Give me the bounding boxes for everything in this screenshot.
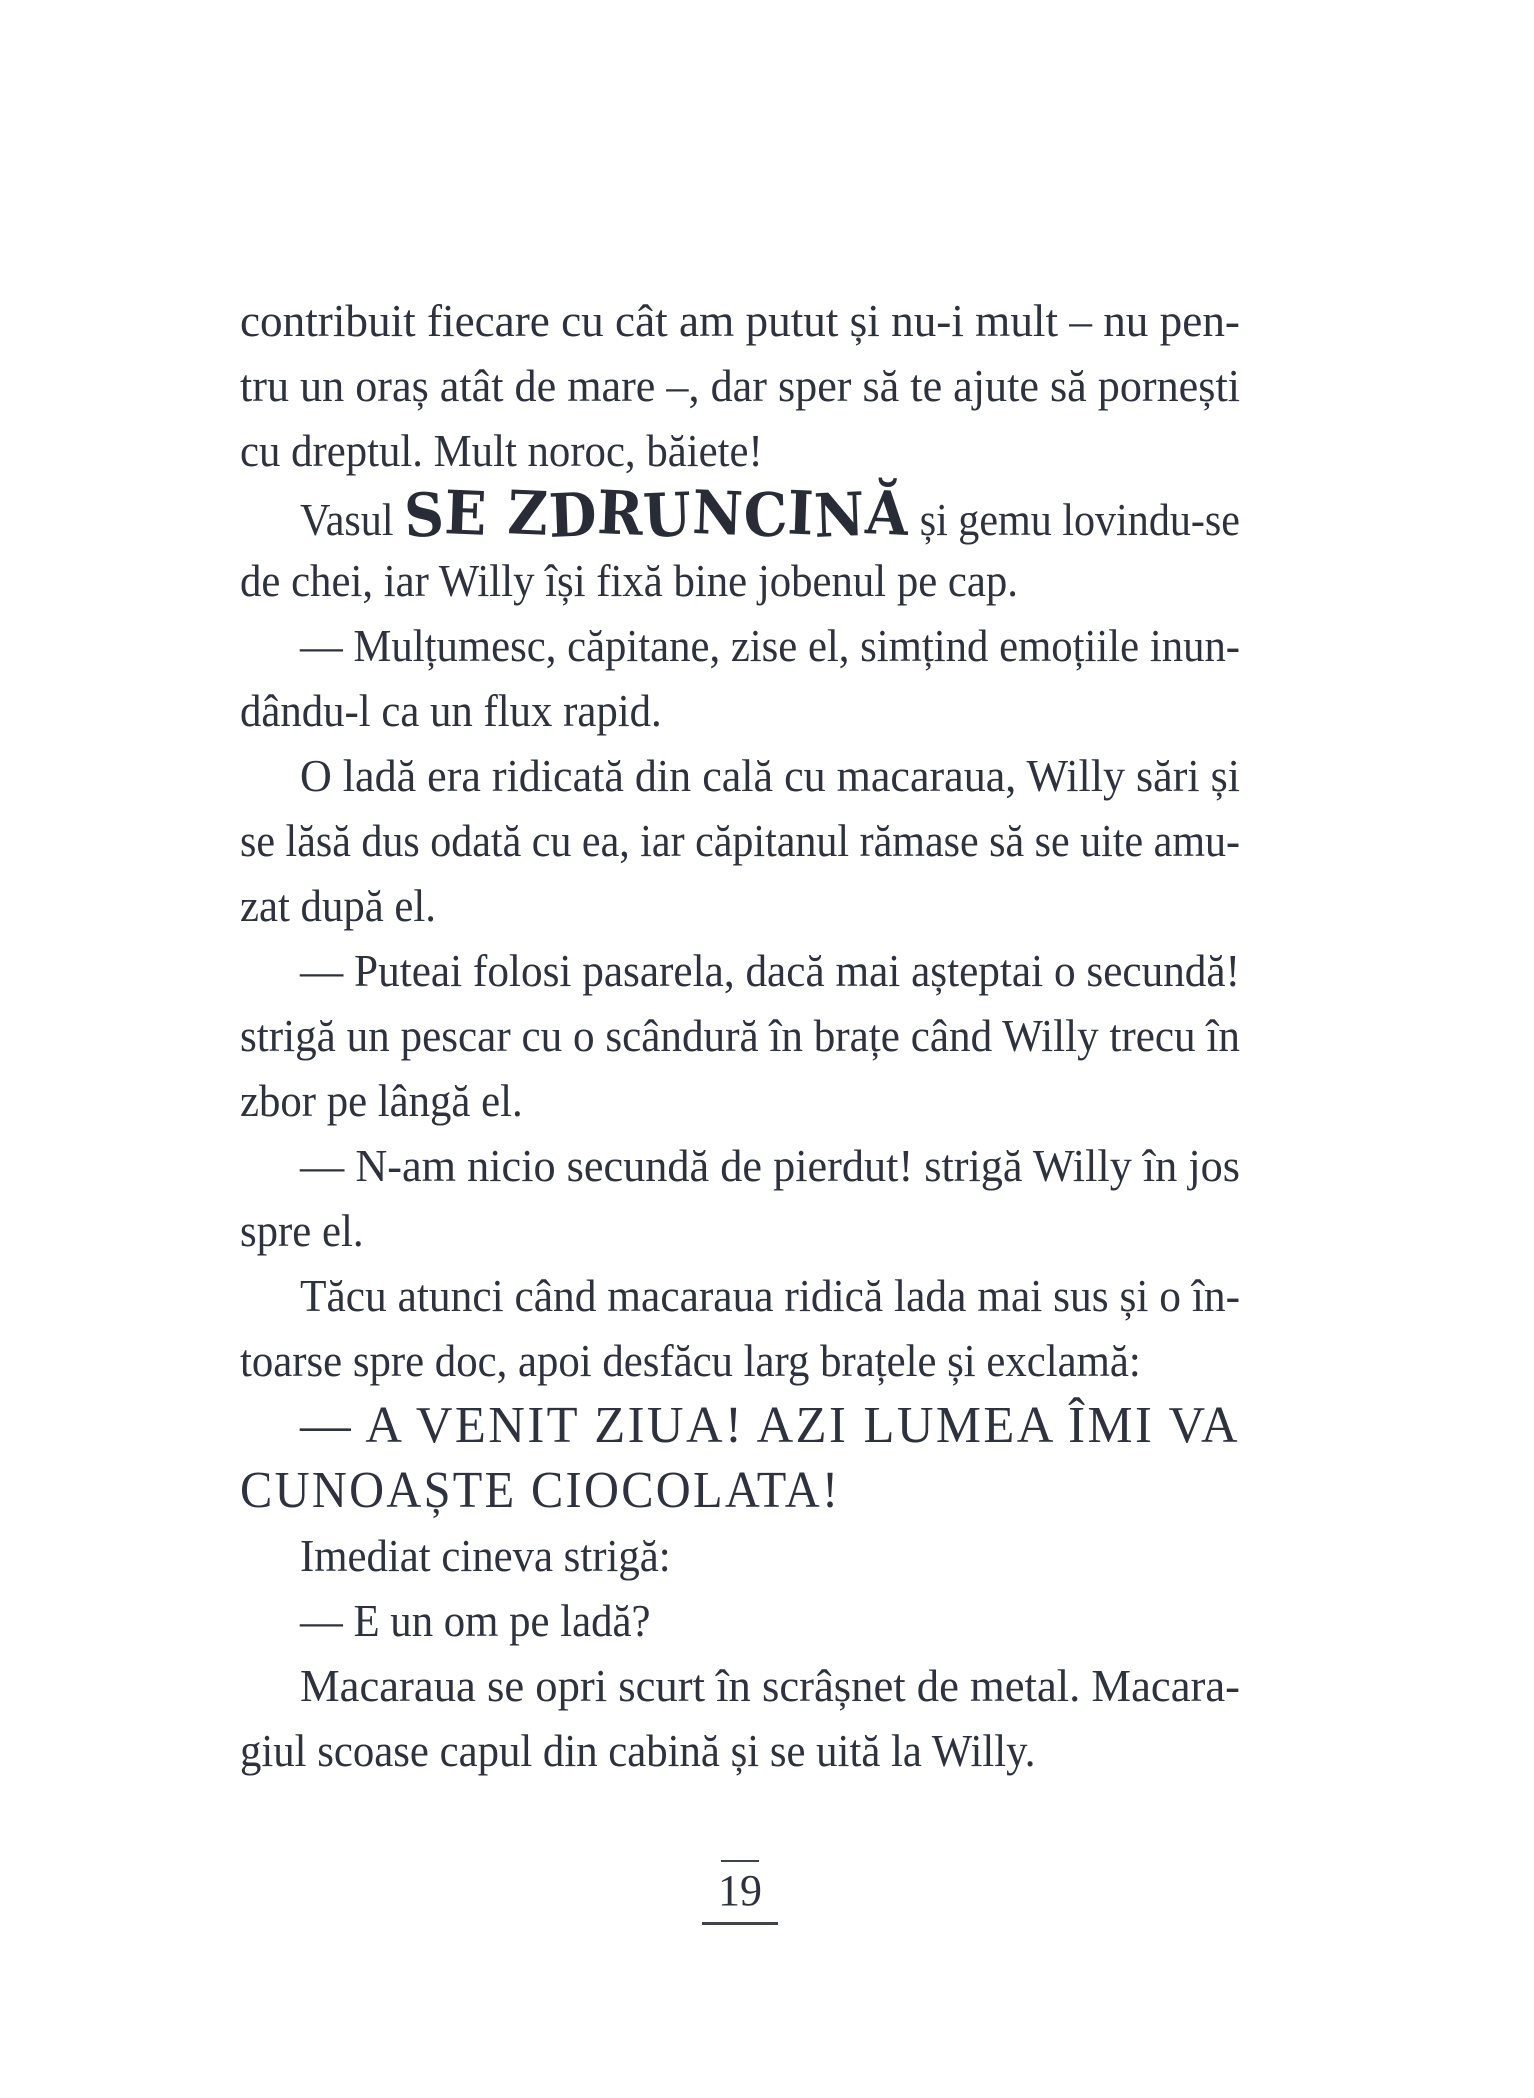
display-letter: R bbox=[595, 478, 645, 550]
text-line bbox=[240, 1588, 1240, 1653]
display-letter: Ă bbox=[864, 478, 911, 550]
display-letter: N bbox=[813, 479, 867, 553]
display-letter: C bbox=[742, 480, 790, 552]
display-letter: E bbox=[443, 478, 489, 550]
text-line-content: Tăcu atunci când macaraua ridică lada mai sus și o în- bbox=[300, 1270, 1241, 1321]
text-line bbox=[240, 613, 1240, 678]
text-line bbox=[240, 418, 1240, 483]
text-line bbox=[240, 1328, 1240, 1393]
text-line-content: zbor pe lângă el. bbox=[240, 1075, 523, 1126]
text-line bbox=[240, 288, 1240, 353]
body-text-segment: Vasul bbox=[300, 494, 405, 545]
text-line-content: — N-am nicio secundă de pierdut! strigă Willy în jos bbox=[300, 1140, 1241, 1191]
page-footer bbox=[240, 1860, 1240, 1925]
text-line bbox=[240, 938, 1240, 1003]
text-line bbox=[240, 1718, 1240, 1783]
body-text-segment: și gemu lovindu-se bbox=[909, 494, 1240, 545]
text-line-content: toarse spre doc, apoi desfăcu larg brațele și exclamă: bbox=[240, 1335, 1141, 1386]
display-text bbox=[402, 477, 911, 553]
text-line-content: — Puteai folosi pasarela, dacă mai așteptai o secundă! bbox=[300, 945, 1241, 996]
display-letter bbox=[486, 484, 508, 550]
text-line bbox=[240, 1393, 1240, 1458]
text-line-content: strigă un pescar cu o scândură în brațe când Willy trecu în bbox=[240, 1010, 1240, 1061]
text-line bbox=[240, 353, 1240, 418]
display-letter: Z bbox=[506, 478, 550, 550]
text-line bbox=[240, 678, 1240, 743]
display-letter: U bbox=[642, 480, 694, 552]
display-letter: S bbox=[402, 480, 446, 552]
text-line-content: dându-l ca un flux rapid. bbox=[240, 685, 662, 736]
text-line bbox=[240, 743, 1240, 808]
text-line-content: giul scoase capul din cabină și se uită la Willy. bbox=[240, 1725, 1036, 1776]
text-line bbox=[240, 1653, 1240, 1718]
text-block bbox=[240, 288, 1240, 1783]
footer-rule-bottom bbox=[702, 1922, 778, 1925]
text-line bbox=[240, 1068, 1240, 1133]
display-letter: D bbox=[547, 480, 599, 552]
text-line bbox=[240, 1133, 1240, 1198]
text-line-content: — Mulțumesc, căpitane, zise el, simțind emoțiile inun- bbox=[300, 620, 1241, 671]
text-line bbox=[240, 1523, 1240, 1588]
text-line-content: de chei, iar Willy își fixă bine jobenul pe cap. bbox=[240, 555, 1018, 606]
text-line bbox=[240, 1198, 1240, 1263]
text-line bbox=[240, 808, 1240, 873]
text-line-content: tru un oraș atât de mare –, dar sper să te ajute să pornești bbox=[240, 360, 1240, 411]
text-line-content: O ladă era ridicată din cală cu macaraua, Willy sări și bbox=[300, 750, 1240, 801]
text-line-content: CUNOAȘTE CIOCOLATA! bbox=[240, 1462, 841, 1519]
text-line-content: contribuit fiecare cu cât am putut și nu-i mult – nu pen- bbox=[240, 295, 1240, 346]
text-line bbox=[240, 873, 1240, 938]
page-number: 19 bbox=[718, 1866, 762, 1915]
display-letter: I bbox=[786, 478, 816, 550]
text-line-content: cu dreptul. Mult noroc, băiete! bbox=[240, 425, 763, 476]
footer-rule-top bbox=[721, 1860, 759, 1862]
text-line-content: — E un om pe ladă? bbox=[300, 1595, 651, 1646]
text-line-content: Macaraua se opri scurt în scrâșnet de metal. Macara- bbox=[300, 1660, 1241, 1711]
text-line-content: — A VENIT ZIUA! AZI LUMEA ÎMI VA bbox=[300, 1397, 1240, 1454]
text-line bbox=[240, 1263, 1240, 1328]
text-line-content: Imediat cineva strigă: bbox=[300, 1530, 671, 1581]
text-line-content: spre el. bbox=[240, 1205, 364, 1256]
display-letter: N bbox=[691, 477, 745, 551]
text-line bbox=[240, 1458, 1240, 1523]
text-line-content bbox=[300, 477, 1240, 553]
text-line-content: se lăsă dus odată cu ea, iar căpitanul rămase să se uite amu- bbox=[240, 815, 1241, 866]
text-line bbox=[240, 548, 1240, 613]
text-line-content: zat după el. bbox=[240, 880, 436, 931]
text-line bbox=[240, 477, 1240, 553]
text-line bbox=[240, 1003, 1240, 1068]
